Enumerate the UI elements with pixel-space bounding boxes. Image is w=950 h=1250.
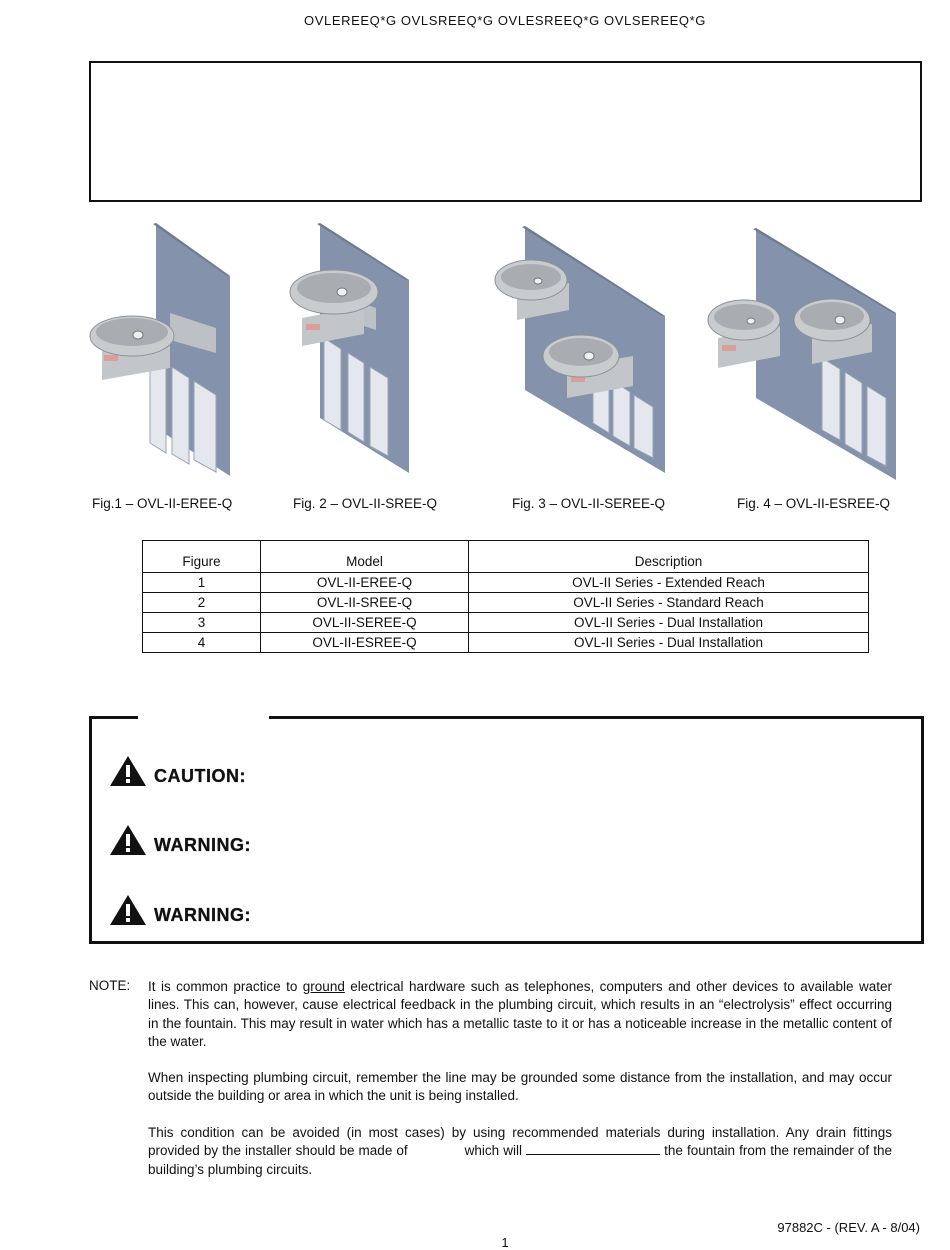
figure-1-illustration bbox=[84, 218, 234, 478]
warning-triangle-icon bbox=[109, 755, 147, 787]
column-header-description: Description bbox=[469, 541, 869, 573]
figure-1-caption: Fig.1 – OVL-II-EREE-Q bbox=[92, 496, 233, 511]
cell-model: OVL-II-EREE-Q bbox=[261, 573, 469, 593]
cell-description: OVL-II Series - Extended Reach bbox=[469, 573, 869, 593]
document-header-models: OVLEREEQ*G OVLSREEQ*G OVLESREEQ*G OVLSEREEQ*G bbox=[304, 13, 706, 28]
warning-triangle-icon bbox=[109, 824, 147, 856]
note-text: It is common practice to bbox=[148, 979, 303, 994]
table-row bbox=[143, 633, 869, 653]
model-table bbox=[142, 540, 869, 653]
figure-3-illustration bbox=[493, 218, 673, 478]
cell-description: OVL-II Series - Dual Installation bbox=[469, 633, 869, 653]
safety-box-title-gap bbox=[138, 712, 269, 720]
note-text: electrical hardware such as telephones, computers and other devices to available water lines. This can, however, cause electrical feedback in the plumbing circuit, which results in an “electrolysis” effect occurring in the fountain. This may result in water which has a metallic taste to it or has a noticeable increase in the metallic content of the water. bbox=[148, 979, 892, 1049]
cell-description: OVL-II Series - Dual Installation bbox=[469, 613, 869, 633]
figure-2-illustration bbox=[284, 218, 414, 478]
top-notice-box bbox=[89, 61, 922, 202]
warning-label: WARNING: bbox=[154, 905, 251, 925]
figure-3-caption: Fig. 3 – OVL-II-SEREE-Q bbox=[512, 496, 666, 511]
caution-label: CAUTION: bbox=[154, 766, 246, 786]
note-text: This condition can be avoided (in most cases) by using recommended materials during installation. Any drain fittings provided by the installer should be made of bbox=[148, 1125, 892, 1159]
document-code: 97882C - (REV. A - 8/04) bbox=[777, 1220, 920, 1235]
column-header-model: Model bbox=[261, 541, 469, 573]
page-number: 1 bbox=[501, 1235, 509, 1250]
note-paragraph-2 bbox=[148, 1069, 892, 1106]
cell-figure: 4 bbox=[143, 633, 261, 653]
figure-2-caption: Fig. 2 – OVL-II-SREE-Q bbox=[293, 496, 438, 511]
cell-model: OVL-II-SEREE-Q bbox=[261, 613, 469, 633]
model-table-header-row bbox=[143, 541, 869, 573]
note-paragraph-1 bbox=[148, 978, 892, 1051]
blank-line bbox=[526, 1142, 660, 1155]
note-text: the fountain from the remainder of the building’s plumbing circuits. bbox=[148, 1143, 892, 1177]
cell-model: OVL-II-SREE-Q bbox=[261, 593, 469, 613]
column-header-figure: Figure bbox=[143, 541, 261, 573]
table-row bbox=[143, 593, 869, 613]
table-row bbox=[143, 573, 869, 593]
cell-figure: 3 bbox=[143, 613, 261, 633]
warning-label: WARNING: bbox=[154, 835, 251, 855]
table-row bbox=[143, 613, 869, 633]
warning-triangle-icon bbox=[109, 894, 147, 926]
note-text: When inspecting plumbing circuit, remember the line may be grounded some distance from the installation, and may occur outside the building or area in which the unit is being installed. bbox=[148, 1070, 892, 1104]
cell-figure: 2 bbox=[143, 593, 261, 613]
cell-model: OVL-II-ESREE-Q bbox=[261, 633, 469, 653]
figure-4-caption: Fig. 4 – OVL-II-ESREE-Q bbox=[737, 496, 891, 511]
cell-figure: 1 bbox=[143, 573, 261, 593]
cell-description: OVL-II Series - Standard Reach bbox=[469, 593, 869, 613]
note-label: NOTE: bbox=[89, 978, 131, 993]
note-paragraph-3 bbox=[148, 1124, 892, 1179]
figure-4-illustration bbox=[704, 218, 904, 483]
note-text: which will bbox=[464, 1143, 523, 1159]
note-underlined-word: ground bbox=[302, 979, 345, 994]
